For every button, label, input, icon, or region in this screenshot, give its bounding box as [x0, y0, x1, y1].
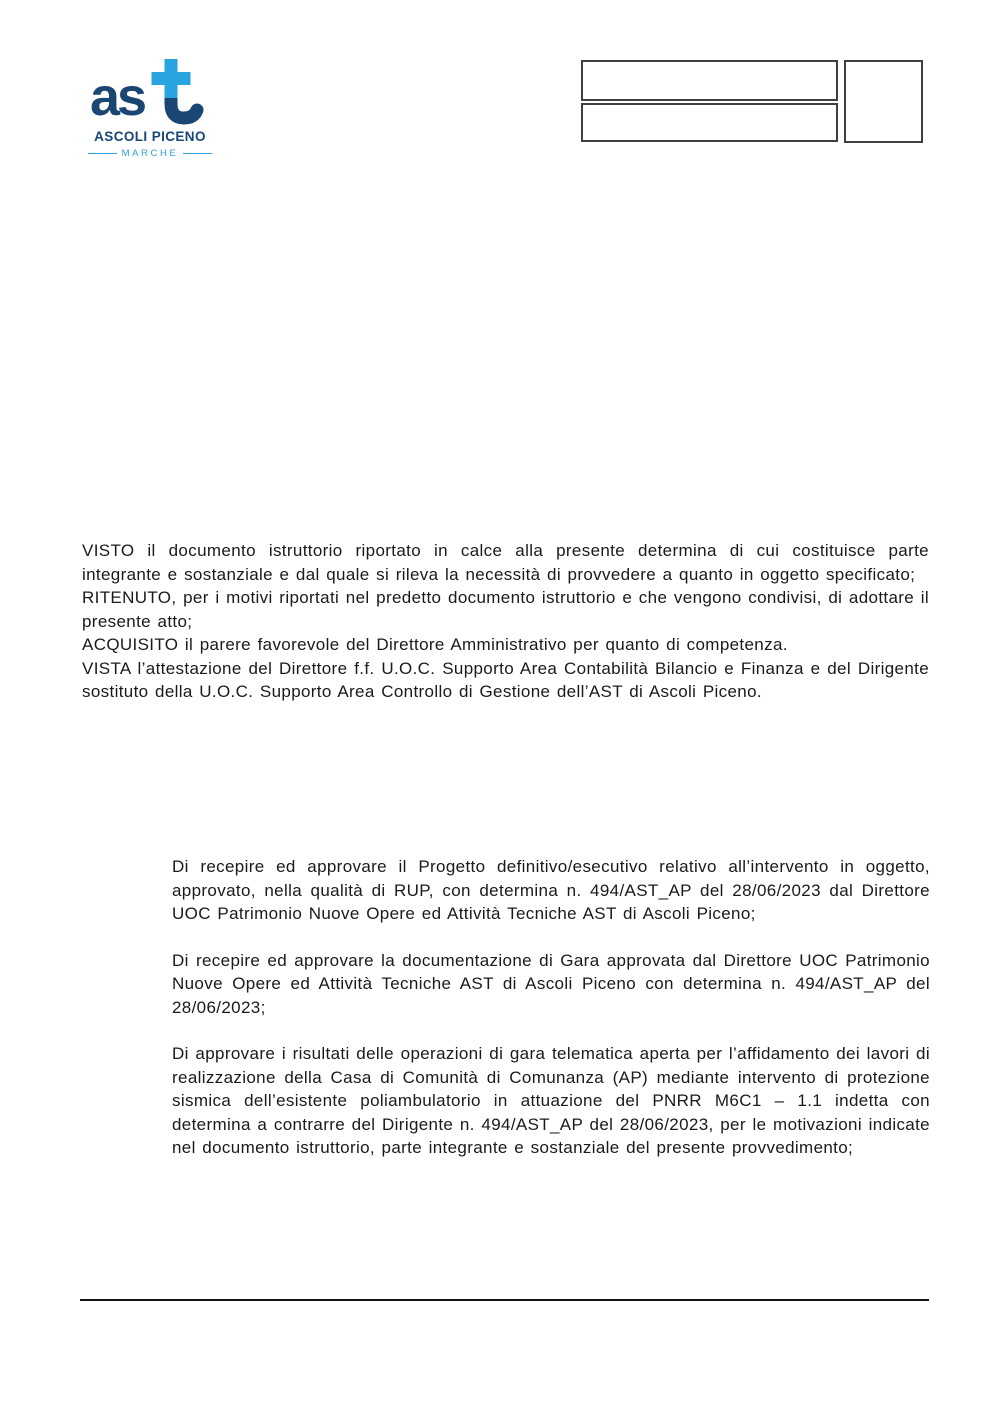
logo-org-name: ASCOLI PICENO — [94, 129, 206, 144]
paragraph-approvare-risultati: Di approvare i risultati delle operazioni di gara telematica aperta per l’affidamento dei lavori di realizzazione della Casa di Comunità di Comunanza (AP) mediante intervento di protezione sismica dell’esistente poliambulatorio in attuazione del PNRR M6C1 – 1.1 indetta con determina a contrarre del Dirigente n. 494/AST_AP del 28/06/2023, per le motivazioni indicate nel documento istruttorio, parte integrante e sostanziale del presente provvedimento; — [172, 1044, 930, 1157]
paragraph-ritenuto: RITENUTO, per i motivi riportati nel predetto documento istruttorio e che vengono condivisi, di adottare il presente atto; — [82, 588, 929, 631]
plus-icon-horizontal — [152, 72, 191, 85]
paragraph-visto: VISTO il documento istruttorio riportato in calce alla presente determina di cui costituisce parte integrante e sostanziale e dal quale si rileva la necessità di provvedere a quanto in oggetto specificato; — [82, 541, 929, 584]
region-right-line — [183, 153, 212, 154]
wordmark-as-text: as — [90, 67, 145, 126]
paragraph-acquisito: ACQUISITO il parere favorevole del Direttore Amministrativo per quanto di competenza. — [82, 635, 788, 654]
region-left-line — [88, 153, 117, 154]
logo-region-label: MARCHE — [121, 148, 179, 159]
paragraph-recepire-documentazione: Di recepire ed approvare la documentazione di Gara approvata dal Direttore UOC Patrimonio Nuove Opere ed Attività Tecniche AST di Ascoli Piceno con determina n. 494/AST_AP del 28/06/2023; — [172, 950, 930, 1017]
premesse-section — [82, 539, 929, 704]
header-field-box-bottom — [581, 103, 838, 142]
footer-divider — [80, 1299, 929, 1301]
paragraph-vista: VISTA l’attestazione del Direttore f.f. U.O.C. Supporto Area Contabilità Bilancio e Finanza e del Dirigente sostituto della U.O.C. Supporto Area Controllo di Gestione dell’AST di Ascoli Piceno. — [82, 658, 929, 701]
header-stamp-box — [844, 60, 923, 143]
ast-logo-mark-icon — [88, 58, 212, 126]
dispositivo-section — [172, 855, 930, 1160]
paragraph-recepire-progetto: Di recepire ed approvare il Progetto definitivo/esecutivo relativo all’intervento in oggetto, approvato, nella qualità di RUP, con determina n. 494/AST_AP del 28/06/2023 dal Direttore UOC Patrimonio Nuove Opere ed Attività Tecniche AST di Ascoli Piceno; — [172, 857, 930, 923]
logo-region-row — [88, 148, 212, 159]
ast-logo — [88, 58, 212, 159]
header-field-box-top — [581, 60, 838, 101]
